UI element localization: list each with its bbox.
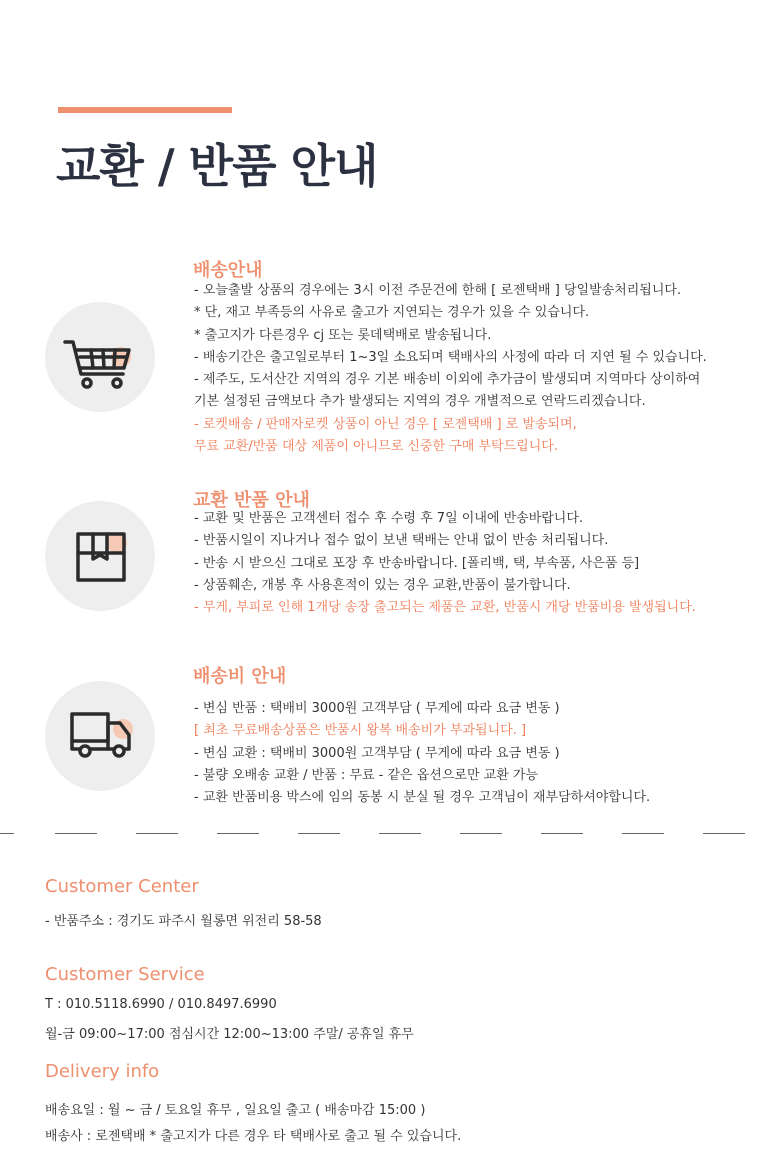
- customer-service-title: Customer Service: [45, 964, 205, 985]
- page-title: 교환 / 반품 안내: [56, 139, 378, 193]
- title-accent-bar: [58, 107, 232, 113]
- list-item: - 변심 교환 : 택배비 3000원 고객부담 ( 무게에 따라 요금 변동 ): [194, 745, 560, 761]
- list-item-highlight: - 무게, 부피로 인해 1개당 송장 출고되는 제품은 교환, 반품시 개당 반품비용 발생됩니다.: [194, 600, 696, 616]
- fee-section-title: 배송비 안내: [193, 666, 287, 687]
- list-item: - 교환 반품비용 박스에 임의 동봉 시 분실 될 경우 고객님이 재부담하셔야합니다.: [194, 790, 651, 806]
- return-section-lines: [194, 508, 696, 619]
- list-item: - 배송기간은 출고일로부터 1~3일 소요되며 택배사의 사정에 따라 더 지연 될 수 있습니다.: [194, 349, 707, 365]
- list-item: - 제주도, 도서산간 지역의 경우 기본 배송비 이외에 추가금이 발생되며 지역마다 상이하여: [194, 372, 701, 388]
- list-item: * 단, 재고 부족등의 사유로 출고가 지연되는 경우가 있을 수 있습니다.: [194, 305, 590, 321]
- list-item: - 변심 반품 : 택배비 3000원 고객부담 ( 무게에 따라 요금 변동 ): [194, 701, 560, 716]
- list-item: * 출고지가 다른경우 cj 또는 롯데택배로 발송됩니다.: [194, 327, 492, 343]
- dashed-divider: [0, 833, 780, 835]
- list-item-highlight: - 로켓배송 / 판매자로켓 상품이 아닌 경우 [ 로젠택배 ] 로 발송되며,: [194, 416, 577, 432]
- list-item: - 반송 시 받으신 그대로 포장 후 반송바랍니다. [폴리백, 택, 부속품, 사은품 등]: [194, 555, 640, 571]
- list-item: - 반품시일이 지나거나 접수 없이 보낸 택배는 안내 없이 반송 처리됩니다.: [194, 533, 609, 549]
- list-item: - 상품훼손, 개봉 후 사용흔적이 있는 경우 교환,반품이 불가합니다.: [194, 577, 571, 593]
- fee-icon-circle: [45, 681, 155, 791]
- shipping-section-title: 배송안내: [193, 260, 263, 281]
- list-item: - 오늘출발 상품의 경우에는 3시 이전 주문건에 한해 [ 로젠택배 ] 당일발송처리됩니다.: [194, 283, 682, 298]
- list-item: 기본 설정된 금액보다 추가 발생되는 지역의 경우 개별적으로 연락드리겠습니다.: [194, 394, 646, 410]
- return-section-title: 교환 반품 안내: [193, 490, 310, 511]
- return-address: - 반품주소 : 경기도 파주시 월롱면 위전리 58-58: [45, 914, 322, 929]
- fee-section-lines: [194, 698, 650, 809]
- truck-icon: [45, 681, 155, 791]
- list-item-highlight: 무료 교환/반품 대상 제품이 아니므로 신중한 구매 부탁드립니다.: [194, 439, 558, 455]
- delivery-carrier: 배송사 : 로젠택배 * 출고지가 다른 경우 타 택배사로 출고 될 수 있습니다.: [45, 1129, 462, 1144]
- list-item: - 교환 및 반품은 고객센터 접수 후 수령 후 7일 이내에 반송바랍니다.: [194, 511, 584, 526]
- list-item: - 불량 오배송 교환 / 반품 : 무료 - 같은 옵션으로만 교환 가능: [194, 767, 539, 783]
- customer-center-title: Customer Center: [45, 876, 199, 897]
- return-icon-circle: [45, 501, 155, 611]
- box-icon: [45, 501, 155, 611]
- delivery-days: 배송요일 : 월 ~ 금 / 토요일 휴무 , 일요일 출고 ( 배송마감 15:00 ): [45, 1103, 426, 1118]
- shopping-cart-icon: [45, 302, 155, 412]
- shipping-section-lines: [194, 280, 707, 458]
- shipping-icon-circle: [45, 302, 155, 412]
- delivery-info-title: Delivery info: [45, 1061, 160, 1082]
- service-hours: 월-금 09:00~17:00 점심시간 12:00~13:00 주말/ 공휴일 휴무: [45, 1027, 414, 1042]
- phone-numbers: T : 010.5118.6990 / 010.8497.6990: [45, 997, 277, 1012]
- list-item-highlight: [ 최초 무료배송상품은 반품시 왕복 배송비가 부과됩니다. ]: [194, 723, 527, 739]
